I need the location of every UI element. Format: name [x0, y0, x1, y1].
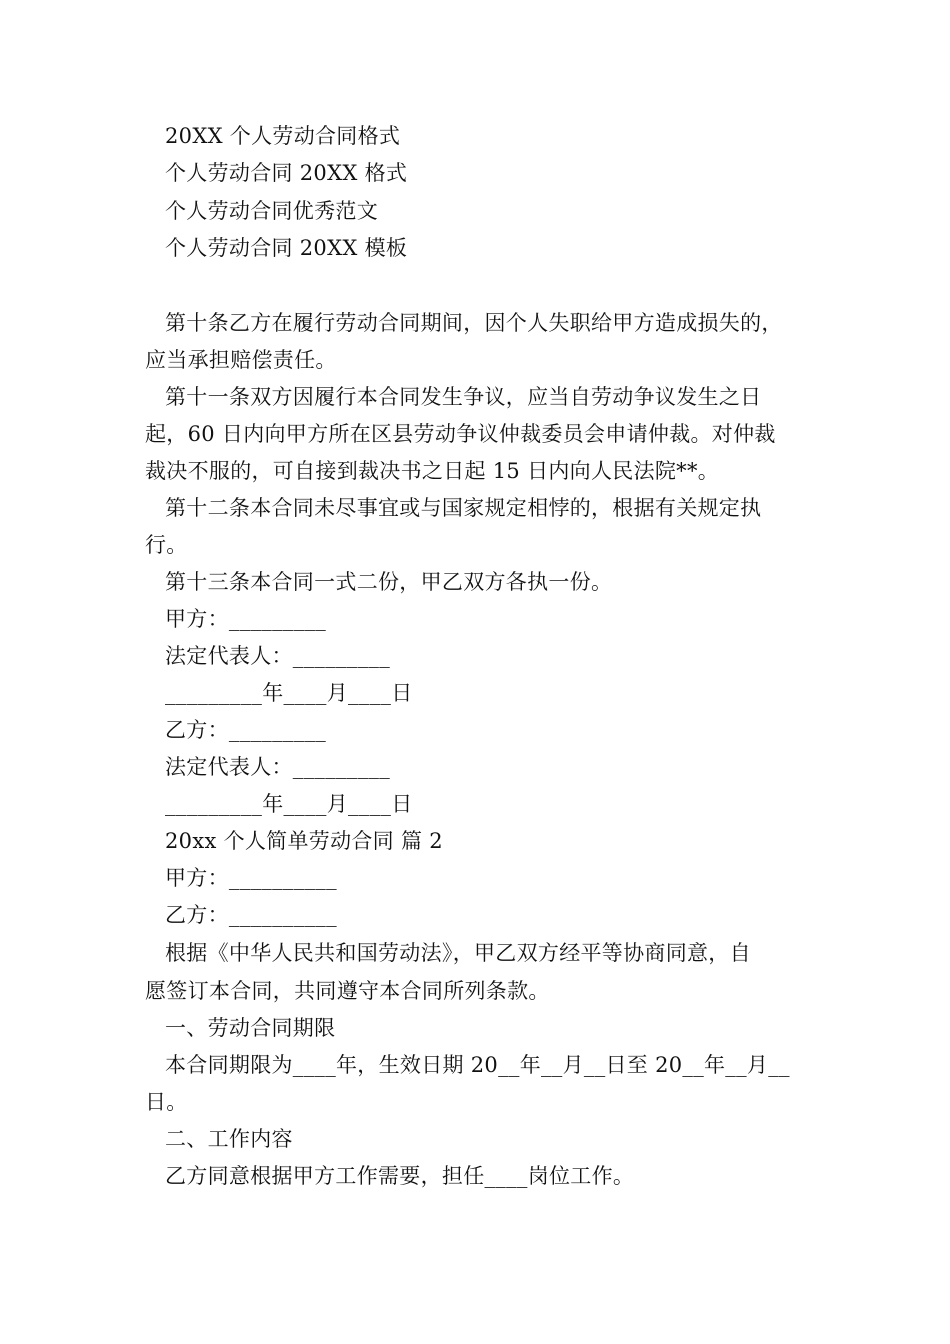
clause-1-heading: 一、劳动合同期限 — [165, 1016, 336, 1040]
party-a-field: 甲方：__________ — [165, 866, 337, 890]
article-13-line: 第十三条本合同一式二份，甲乙双方各执一份。 — [165, 570, 613, 594]
article-11-line-1: 第十一条双方因履行本合同发生争议，应当自劳动争议发生之日 — [165, 385, 762, 409]
doc-link-4[interactable]: 个人劳动合同 20XX 模板 — [165, 236, 408, 260]
preamble-line-1: 根据《中华人民共和国劳动法》，甲乙双方经平等协商同意，自 — [165, 941, 751, 965]
clause-2-heading: 二、工作内容 — [165, 1127, 293, 1151]
party-a-date: _________年____月____日 — [165, 681, 413, 705]
doc-link-1[interactable]: 20XX 个人劳动合同格式 — [165, 124, 401, 148]
contract-term-line-1: 本合同期限为____年，生效日期 20__年__月__日至 20__年__月__ — [165, 1053, 790, 1077]
section-heading: 20xx 个人简单劳动合同 篇 2 — [165, 829, 443, 853]
preamble-line-2: 愿签订本合同，共同遵守本合同所列条款。 — [145, 979, 550, 1003]
party-a-representative: 法定代表人：_________ — [165, 644, 390, 668]
party-b-representative: 法定代表人：_________ — [165, 755, 390, 779]
contract-term-line-2: 日。 — [145, 1090, 188, 1114]
article-11-line-2: 起，60 日内向甲方所在区县劳动争议仲裁委员会申请仲裁。对仲裁 — [145, 422, 776, 446]
article-11-line-3: 裁决不服的，可自接到裁决书之日起 15 日内向人民法院**。 — [145, 459, 720, 483]
article-10-line-1: 第十条乙方在履行劳动合同期间，因个人失职给甲方造成损失的， — [165, 311, 783, 335]
article-12-line-2: 行。 — [145, 533, 188, 557]
article-10-line-2: 应当承担赔偿责任。 — [145, 348, 337, 372]
party-b-field: 乙方：__________ — [165, 903, 337, 927]
article-12-line-1: 第十二条本合同未尽事宜或与国家规定相悖的，根据有关规定执 — [165, 496, 762, 520]
doc-link-2[interactable]: 个人劳动合同 20XX 格式 — [165, 161, 408, 185]
job-content-line: 乙方同意根据甲方工作需要，担任____岗位工作。 — [165, 1164, 635, 1188]
party-b-date: _________年____月____日 — [165, 792, 413, 816]
party-b-signature: 乙方：_________ — [165, 718, 327, 742]
party-a-signature: 甲方：_________ — [165, 607, 327, 631]
doc-link-3[interactable]: 个人劳动合同优秀范文 — [165, 199, 378, 223]
